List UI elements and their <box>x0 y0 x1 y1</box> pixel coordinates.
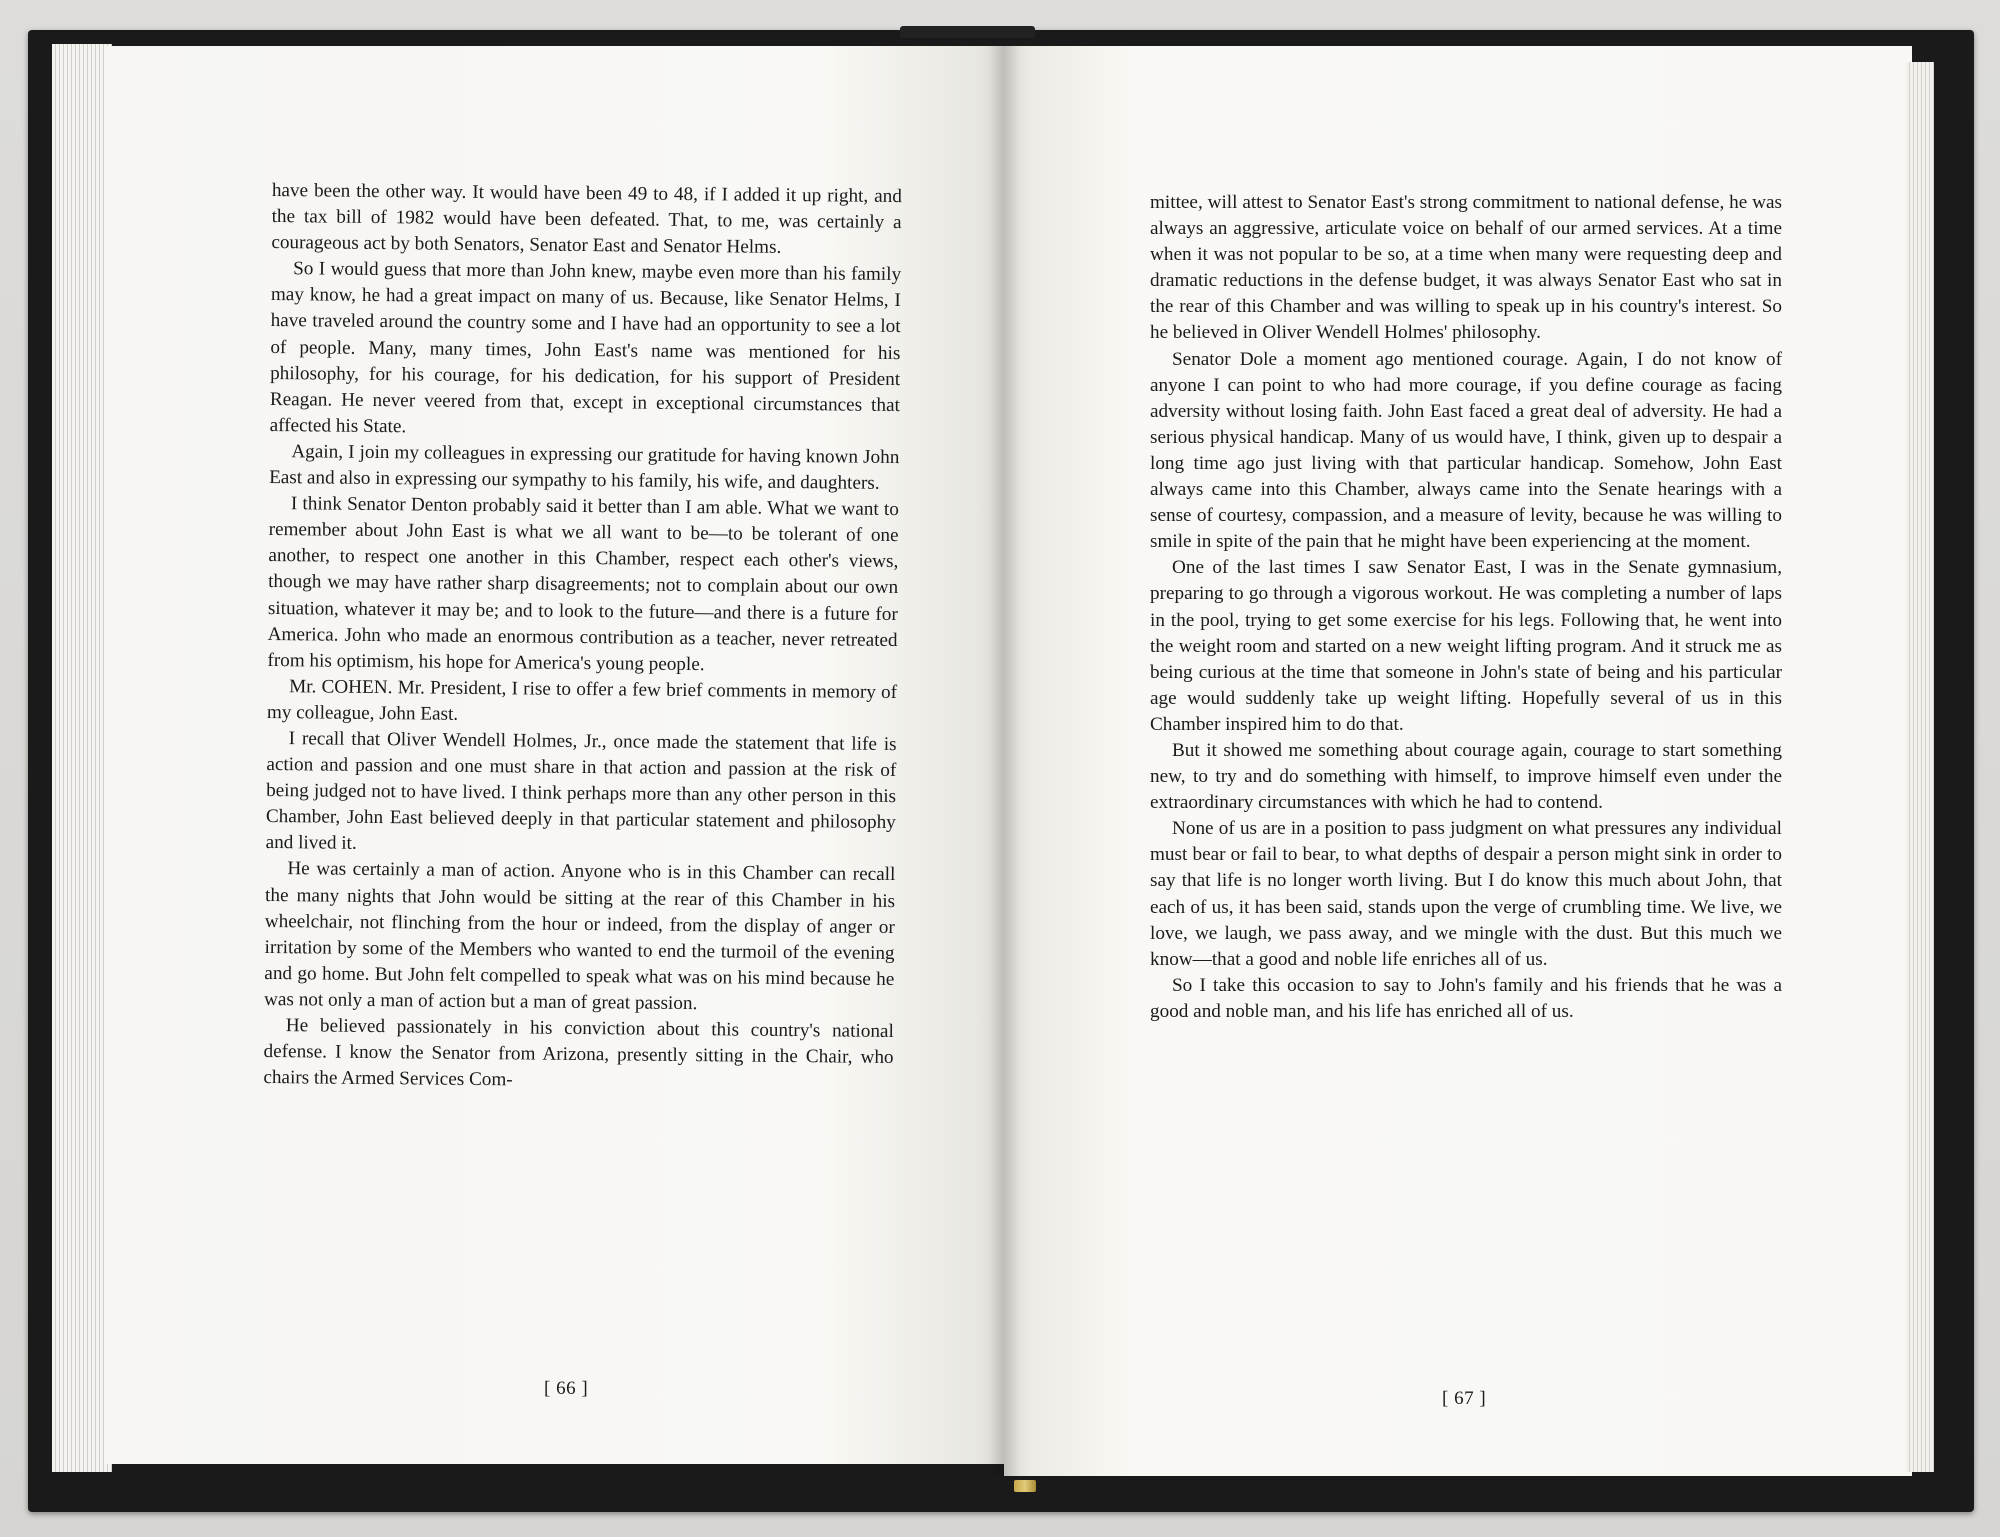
paragraph: So I would guess that more than John knew, maybe even more than his family may know, he had a great impact on many of us. Because, like Senator Helms, I have traveled around the country some and I have had an opportunity to see a lot of people. Many, many times, John East's name was mentioned for his philosophy, for his courage, for his dedication, for his support of President Reagan. He never veered from that, except in exceptional circumstances that affected his State. <box>269 258 902 438</box>
paragraph: I think Senator Denton probably said it better than I am able. What we want to remember about John East is what we all want to be—to be tolerant of one another, to respect one another in this Chamber, respect each other's views, though we may have rather sharp disagreements; not to complain about our own situation, whatever it may be; and to look to the future—and there is a future for America. John who made an enormous contribution as a teacher, never retreated from his optimism, his hope for America's young people. <box>267 493 899 675</box>
paragraph: None of us are in a position to pass judgment on what pressures any individual must bear or fail to bear, to what depths of despair a person might sink in order to say that life is no longer worth living. But I do know this much about John, that each of us, it has been said, stands upon the verge of crumbling time. We live, we love, we laugh, we pass away, and we mingle with the dust. But this much we know—that a good and noble life enriches all of us. <box>1150 818 1782 970</box>
right-page-text <box>1150 190 1782 1025</box>
left-page-text <box>263 178 902 1097</box>
page-number-left: [ 66 ] <box>544 1378 589 1399</box>
paragraph: Mr. COHEN. Mr. President, I rise to offer a few brief comments in memory of my colleague, John East. <box>266 675 898 725</box>
paragraph: But it showed me something about courage again, courage to start something new, to try and do something with himself, to improve himself even under the extraordinary circumstances with which he had to contend. <box>1150 739 1782 814</box>
paragraph: have been the other way. It would have been 49 to 48, if I added it up right, and the tax bill of 1982 would have been defeated. That, to me, was certainly a courageous act by both Senators, Senator East and Senator Helms. <box>271 179 902 259</box>
paragraph: One of the last times I saw Senator East, I was in the Senate gymnasium, preparing to go through a vigorous workout. He was completing a number of laps in the pool, trying to get some exercise for his legs. Following that, he went into the weight room and started on a new weight lifting program. And it struck me as being curious at the time that someone in John's state of being and his particular age would suddenly take up weight lifting. Hopefully several of us in this Chamber inspired him to do that. <box>1150 557 1782 735</box>
paragraph: Again, I join my colleagues in expressing our gratitude for having known John East and also in expressing our sympathy to his family, his wife, and daughters. <box>269 441 900 494</box>
paragraph: Senator Dole a moment ago mentioned courage. Again, I do not know of anyone I can point to who had more courage, if you define courage as facing adversity without losing faith. John East faced a great deal of adversity. He had a serious physical handicap. Many of us would have, I think, given up to despair a long time ago just living with that particular handicap. Somehow, John East always came into this Chamber, always came into the Senate hearings with a sense of courtesy, compassion, and a measure of levity, because he was willing to smile in spite of the pain that he might have been experiencing at the moment. <box>1150 348 1782 553</box>
headband <box>1014 1480 1036 1492</box>
book-gutter <box>988 46 1020 1476</box>
book-spine <box>900 26 1035 38</box>
paragraph: So I take this occasion to say to John's family and his friends that he was a good and noble man, and his life has enriched all of us. <box>1150 974 1782 1022</box>
paragraph: He believed passionately in his conviction about this country's national defense. I know the Senator from Arizona, presently sitting in the Chair, who chairs the Armed Services Com- <box>263 1015 894 1091</box>
paragraph: mittee, will attest to Senator East's strong commitment to national defense, he was always an aggressive, articulate voice on behalf of our armed services. At a time when it was not popular to be so, at a time when many were requesting deep and dramatic reductions in the defense budget, it was always Senator East who sat in the rear of this Chamber and was willing to speak up in his country's interest. So he believed in Oliver Wendell Holmes' philosophy. <box>1150 192 1782 344</box>
page-edges-left <box>52 44 112 1472</box>
page-number-right: [ 67 ] <box>1442 1388 1487 1409</box>
paragraph: I recall that Oliver Wendell Holmes, Jr., once made the statement that life is action and passion and one must share in that action and passion at the risk of being judged not to have lived. I think perhaps more than any other person in this Chamber, John East believed deeply in that particular statement and philosophy and lived it. <box>265 728 897 855</box>
page-edges-right <box>1906 62 1934 1472</box>
paragraph: He was certainly a man of action. Anyone who is in this Chamber can recall the many nights that John would be sitting at the rear of this Chamber in his wheelchair, not flinching from the hour or indeed, from the display of anger or irritation by some of the Members who wanted to end the turmoil of the evening and go home. But John felt compelled to speak what was on his mind because he was not only a man of action but a man of great passion. <box>264 858 896 1015</box>
